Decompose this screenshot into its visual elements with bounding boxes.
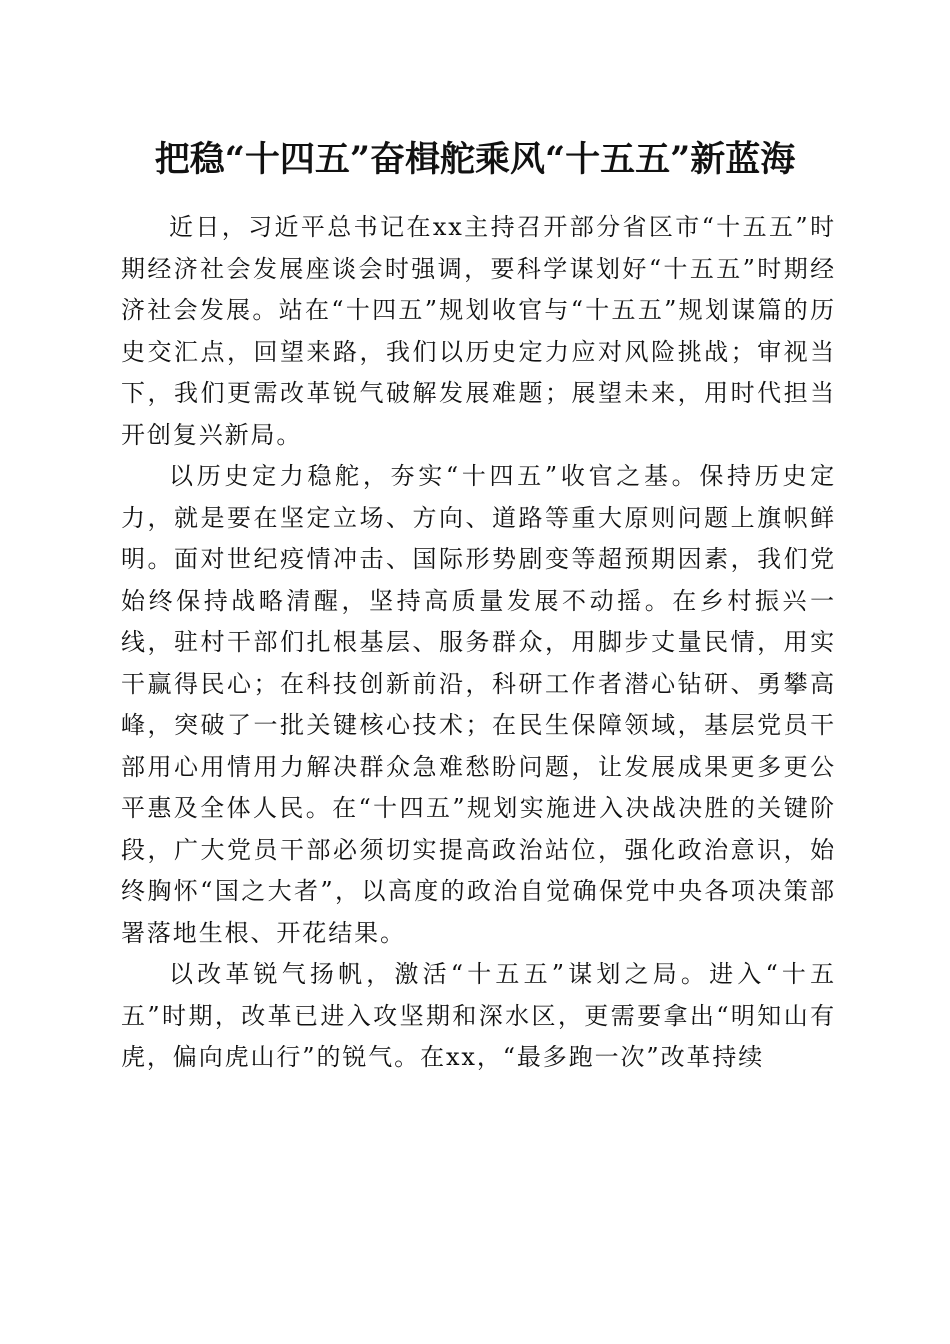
paragraph-2: 以历史定力稳舵，夯实“十四五”收官之基。保持历史定力，就是要在坚定立场、方向、道路等重大原则问题上旗帜鲜明。面对世纪疫情冲击、国际形势剧变等超预期因素，我们党始终保持战略清醒，坚持高质量发展不动摇。在乡村振兴一线，驻村干部们扎根基层、服务群众，用脚步丈量民情，用实干赢得民心；在科技创新前沿，科研工作者潜心钻研、勇攀高峰，突破了一批关键核心技术；在民生保障领域，基层党员干部用心用情用力解决群众急难愁盼问题，让发展成果更多更公平惠及全体人民。在“十四五”规划实施进入决战决胜的关键阶段，广大党员干部必须切实提高政治站位，强化政治意识，始终胸怀“国之大者”，以高度的政治自觉确保党中央各项决策部署落地生根、开花结果。 [121, 462, 836, 947]
paragraph-1: 近日，习近平总书记在xx主持召开部分省区市“十五五”时期经济社会发展座谈会时强调，要科学谋划好“十五五”时期经济社会发展。站在“十四五”规划收官与“十五五”规划谋篇的历史交汇点，回望来路，我们以历史定力应对风险挑战；审视当下，我们更需改革锐气破解发展难题；展望未来，用时代担当开创复兴新局。 [121, 213, 836, 449]
document-body [121, 207, 836, 1079]
document-title: 把稳“十四五”奋楫舵乘风“十五五”新蓝海 [154, 139, 796, 180]
paragraph-3: 以改革锐气扬帆，激活“十五五”谋划之局。进入“十五五”时期，改革已进入攻坚期和深水区，更需要拿出“明知山有虎，偏向虎山行”的锐气。在xx，“最多跑一次”改革持续 [121, 960, 836, 1071]
